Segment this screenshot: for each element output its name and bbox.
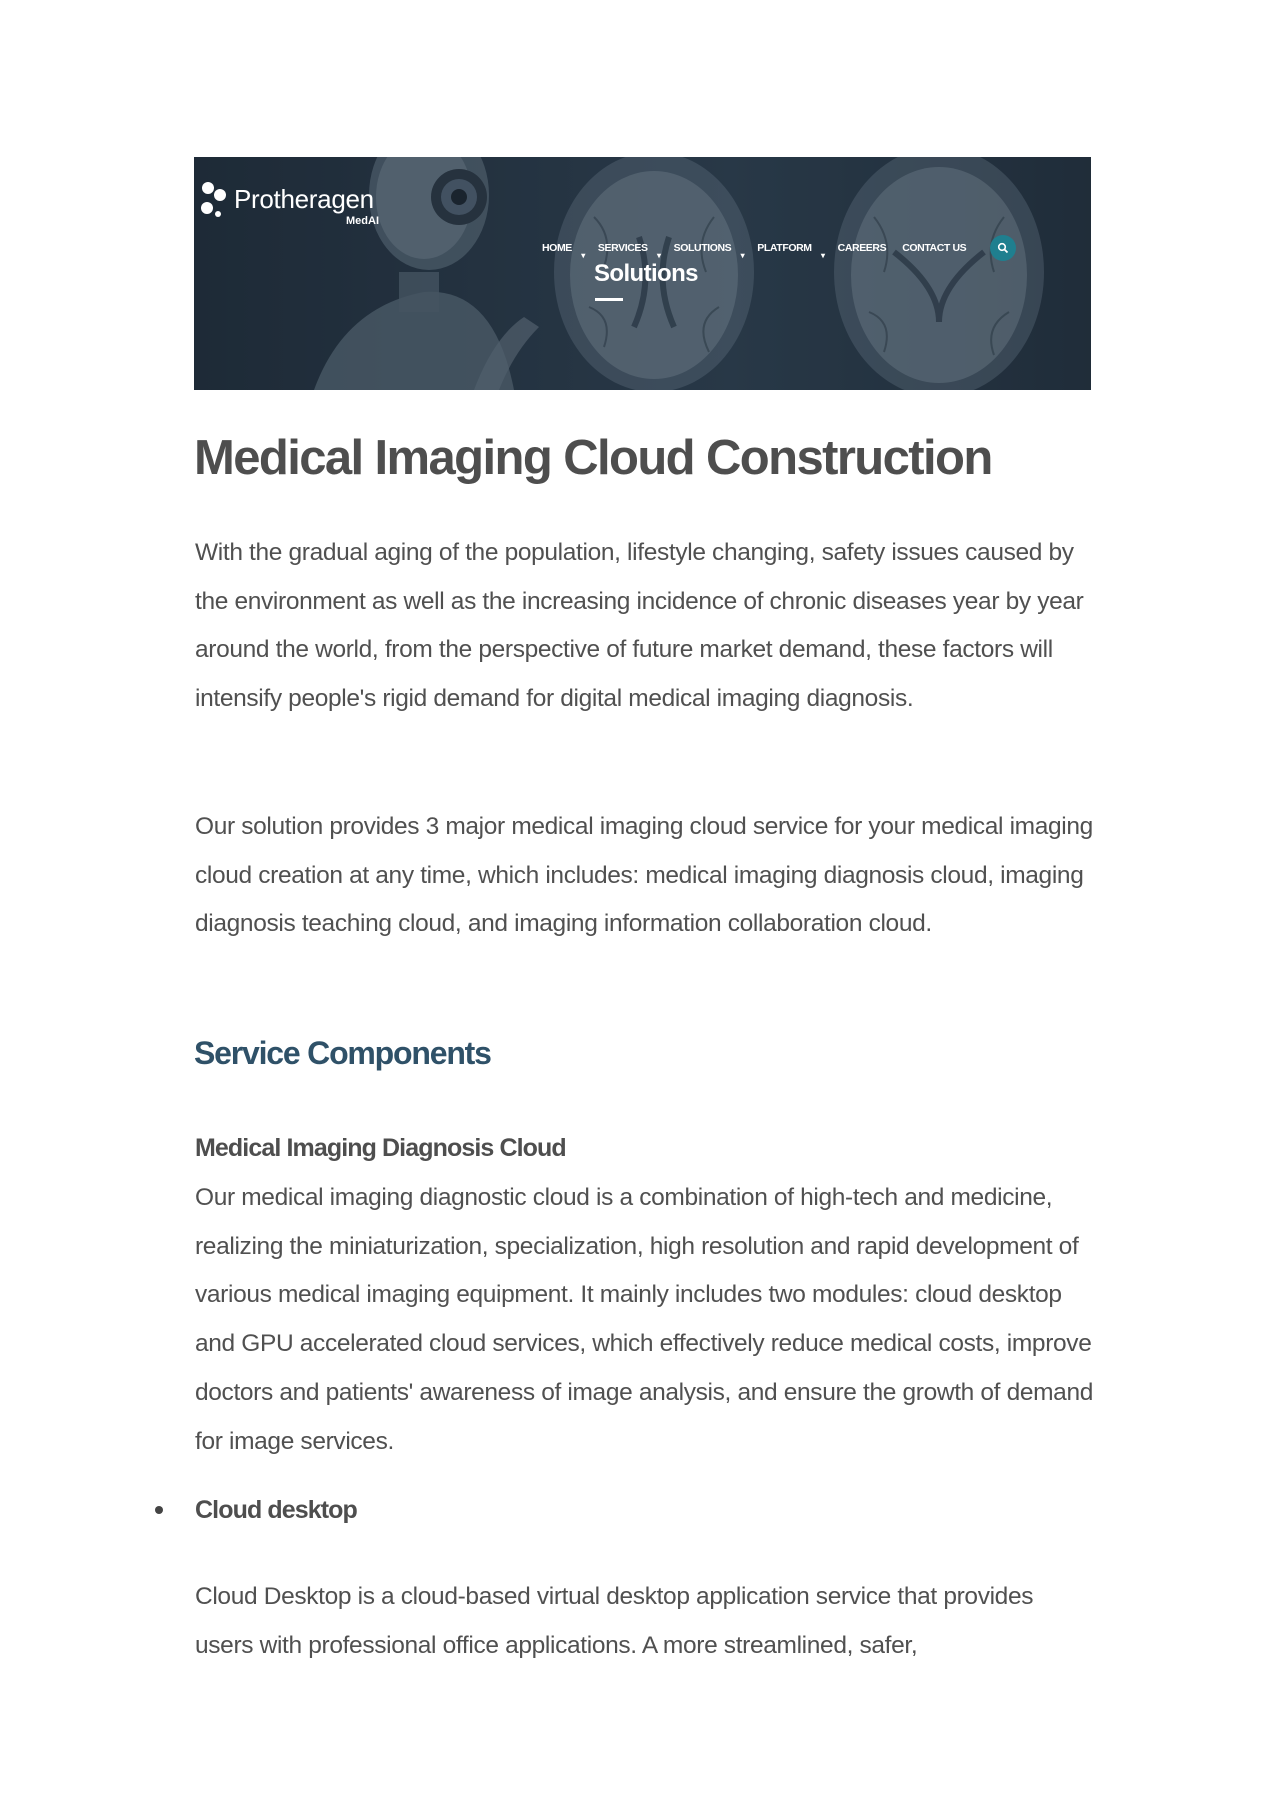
logo-subtitle: MedAI [346, 215, 379, 227]
logo[interactable] [198, 179, 374, 219]
search-button[interactable] [990, 235, 1016, 261]
nav-item-contact-us[interactable] [902, 242, 966, 254]
nav-item-label: PLATFORM [757, 242, 812, 254]
chevron-down-icon: ▾ [657, 251, 661, 260]
nav-item-label: HOME [542, 242, 572, 254]
nav-item-home[interactable] [542, 242, 585, 260]
header-banner [194, 157, 1091, 390]
chevron-down-icon: ▾ [821, 251, 825, 260]
search-icon [997, 242, 1009, 254]
bullet-item-cloud-desktop: Cloud desktop [195, 1496, 357, 1524]
nav-item-label: CAREERS [837, 242, 887, 254]
bullet-icon [155, 1506, 163, 1514]
nav-item-services[interactable] [597, 242, 661, 260]
banner-title: Solutions [594, 260, 698, 287]
cloud-desktop-paragraph: Cloud Desktop is a cloud-based virtual desktop application service that provides users with professional office applications. A more streamlined, safer, [195, 1583, 1034, 1659]
page-title: Medical Imaging Cloud Construction [194, 431, 992, 485]
chevron-down-icon: ▾ [581, 251, 585, 260]
nav-item-careers[interactable] [838, 242, 887, 254]
banner-title-underline [595, 298, 623, 301]
subsection-paragraph: Our medical imaging diagnostic cloud is a combination of high-tech and medicine, realizing the miniaturization, specialization, high resolution and rapid development of various medical imaging equipment. It mainly includes two modules: cloud desktop and GPU accelerated cloud services, which effectively reduce medical costs, improve doctors and patients' awareness of image analysis, and ensure the growth of demand for image services. [195, 1184, 1094, 1455]
logo-text: Protheragen [234, 184, 374, 214]
nav-item-label: SERVICES [597, 242, 648, 254]
section-heading: Service Components [194, 1035, 491, 1071]
subsection-heading: Medical Imaging Diagnosis Cloud [195, 1134, 566, 1162]
main-navigation [542, 235, 1016, 261]
nav-item-label: CONTACT US [902, 242, 967, 254]
intro-paragraph-1: With the gradual aging of the population, lifestyle changing, safety issues caused by the environment as well as the increasing incidence of chronic diseases year by year around the world, from the perspective of future market demand, these factors will intensify people's rigid demand for digital medical imaging diagnosis. [195, 539, 1084, 713]
nav-item-solutions[interactable] [673, 242, 745, 260]
chevron-down-icon: ▾ [740, 251, 745, 260]
nav-item-platform[interactable] [757, 242, 825, 260]
logo-mark-icon [198, 179, 228, 219]
nav-item-label: SOLUTIONS [673, 242, 732, 254]
intro-paragraph-2: Our solution provides 3 major medical imaging cloud service for your medical imaging cloud creation at any time, which includes: medical imaging diagnosis cloud, imaging diagnosis teaching cloud, and imaging information collaboration cloud. [195, 813, 1093, 938]
